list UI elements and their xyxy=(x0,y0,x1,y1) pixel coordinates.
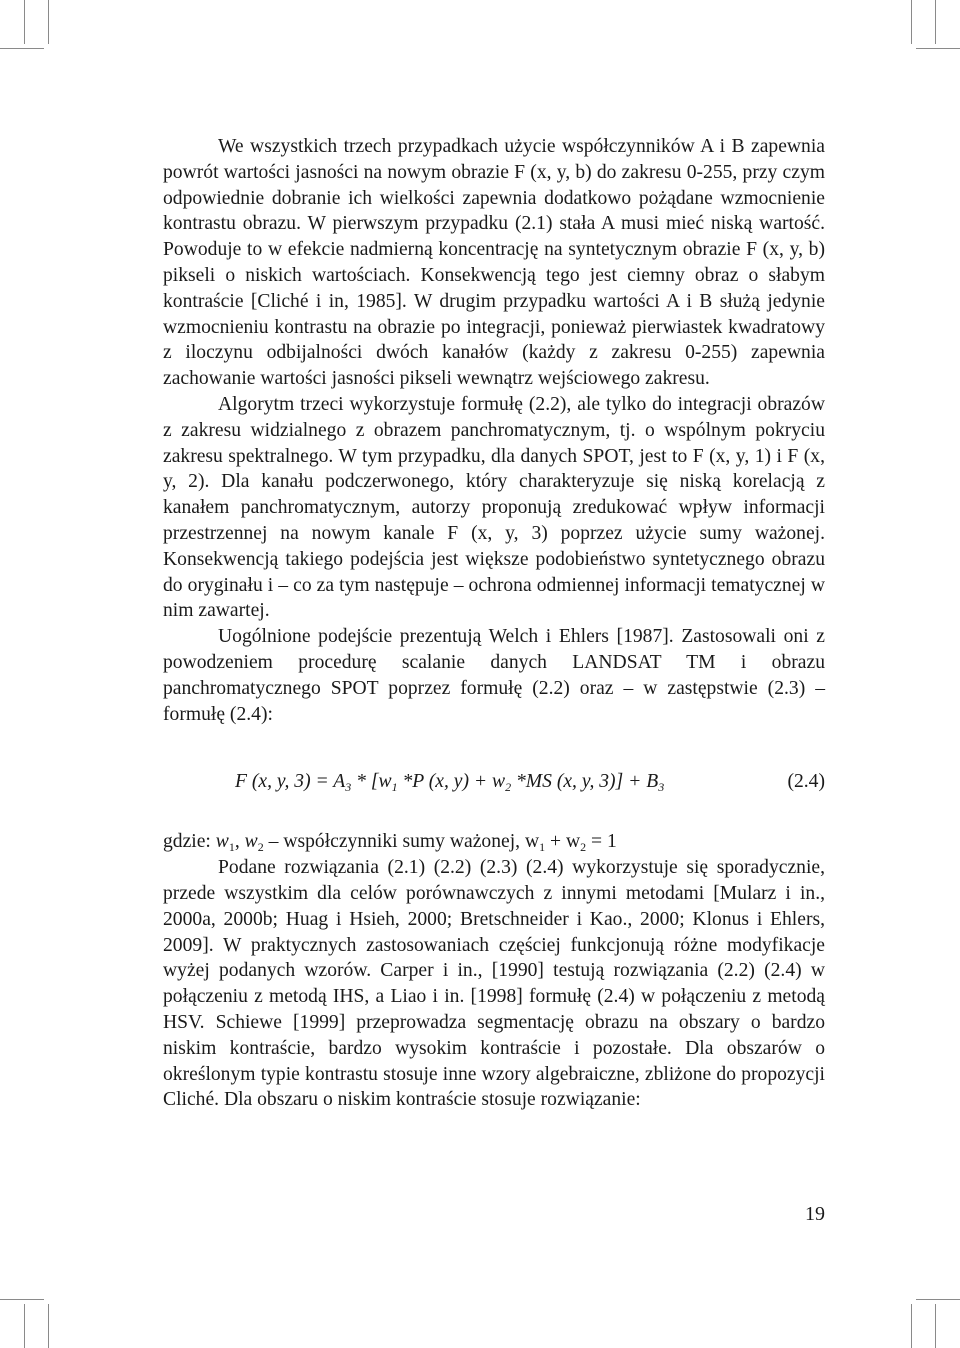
crop-mark xyxy=(916,1299,960,1300)
crop-mark xyxy=(48,0,49,44)
crop-mark xyxy=(935,0,936,44)
equation-legend: gdzie: $w_1$, $w_2$ – współczynniki sumy ważonej, $w_1 + w_2 = 1$ xyxy=(163,831,617,855)
crop-mark xyxy=(0,1299,44,1300)
crop-mark xyxy=(911,1304,912,1348)
crop-mark xyxy=(935,1304,936,1348)
paragraph: We wszystkich trzech przypadkach użycie współczynników A i B zapewnia powrót wartości jasności na nowym obrazie F (x, y, b) do zakresu 0-255, przy czym odpowiednie dobranie ich wielkości zapewnia dodatkowo pożądane wzmocnienie kontrastu obrazu. W pierwszym przypadku (2.1) stała A musi mieć niską wartość. Powoduje to w efekcie nadmierną koncentrację na syntetycznym obrazie F (x, y, b) pikseli o niskich wartościach. Konsekwencją tego jest ciemny obraz o słabym kontraście [Cliché i in, 1985]. W drugim przypadku wartości A i B służą jedynie wzmocnieniu kontrastu na obrazie po integracji, ponieważ pierwiastek kwadratowy z iloczynu odbijalności dwóch kanałów (każdy z zakresu 0-255) zapewnia zachowanie wartości jasności pikseli wewnątrz wejściowego zakresu. xyxy=(163,136,825,390)
paragraph: Podane rozwiązania (2.1) (2.2) (2.3) (2.4) wykorzystuje się sporadycznie, przede wszystkim dla celów porównawczych z innymi metodami [Mularz i in., 2000a, 2000b; Huag i Hsieh, 2000; Bretschneider i Kao., 2000; Klonus i Ehlers, 2009]. W praktycznych zastosowaniach częściej funkcjonują różne modyfikacje wyżej podanych wzorów. Carper i in., [1990] testują rozwiązania (2.2) (2.4) w połączeniu z metodą IHS, a Liao i in. [1998] formułę (2.4) w połączeniu z metodą HSV. Schiewe [1999] przeprowadza segmentację obrazu na obszary o bardzo niskim kontraście, bardzo wysokim kontraście i pozostałe. Dla obszarów o określonym typie kontrastu stosuje inne wzory algebraiczne, zbliżone do propozycji Cliché. Dla obszaru o niskim kontraście stosuje rozwiązanie: xyxy=(163,857,825,1111)
crop-mark xyxy=(24,1304,25,1348)
equation-number: (2.4) xyxy=(787,771,825,793)
page-number: 19 xyxy=(805,1203,825,1225)
crop-mark xyxy=(0,48,44,49)
paragraph: Algorytm trzeci wykorzystuje formułę (2.2), ale tylko do integracji obrazów z zakresu widzialnego z obrazem panchromatycznym, tj. o wspólnym pokryciu zakresu spektralnego. W tym przypadku, dla danych SPOT, jest to F (x, y, 1) i F (x, y, 2). Dla kanału podczerwonego, który charakteryzuje się niską korelacją z kanałem panchromatycznym, autorzy proponują zredukować wpływ informacji przestrzennej na nowym kanale F (x, y, 3) poprzez użycie sumy ważonej. Konsekwencją takiego podejścia jest większe podobieństwo syntetycznego obrazu do oryginału i – co za tym następuje – ochrona odmiennej informacji tematycznej w nim zawartej. xyxy=(163,393,825,622)
equation-formula: F (x, y, $3) = A_3 * [w_1$ *P (x, $y) + w_2$ *MS (x, y, $3)] + B_3$ xyxy=(235,771,665,795)
crop-mark xyxy=(916,48,960,49)
crop-mark xyxy=(48,1304,49,1348)
crop-mark xyxy=(24,0,25,44)
crop-mark xyxy=(911,0,912,44)
paragraph: Uogólnione podejście prezentują Welch i Ehlers [1987]. Zastosowali oni z powodzeniem procedurę scalanie danych LANDSAT TM i obrazu panchromatycznego SPOT poprzez formułę (2.2) oraz – w zastępstwie (2.3) – formułę (2.4): xyxy=(163,626,825,725)
equation-2-4 xyxy=(163,769,825,795)
body-text xyxy=(163,134,825,1113)
